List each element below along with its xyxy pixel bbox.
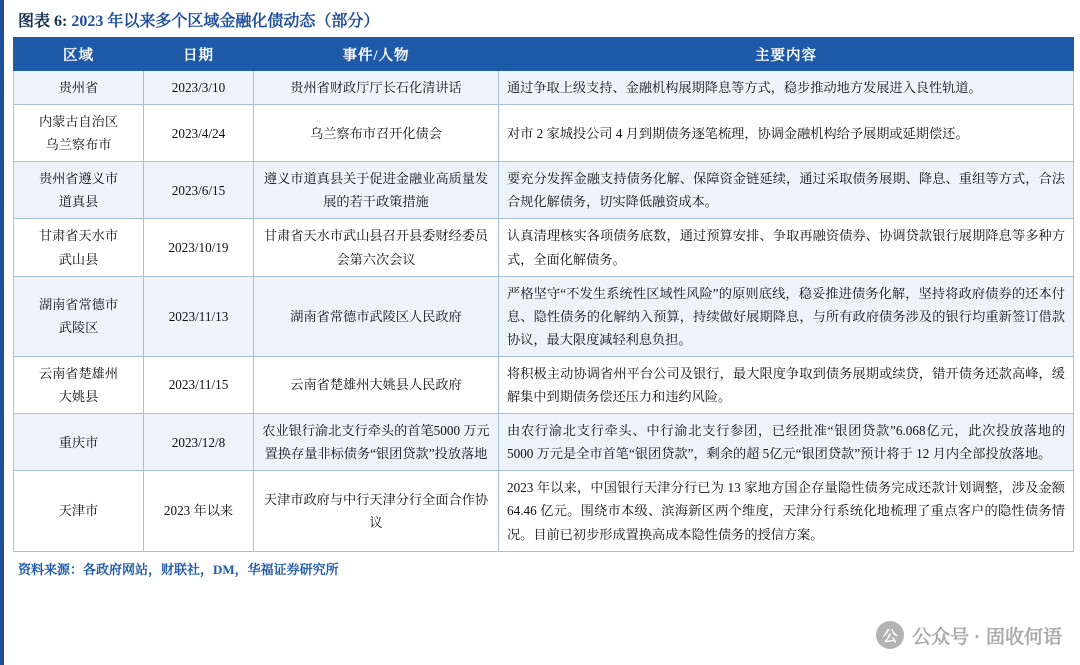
cell-event: 贵州省财政厅厅长石化清讲话: [254, 71, 499, 105]
cell-region: 湖南省常德市 武陵区: [14, 276, 144, 356]
cell-date: 2023/6/15: [144, 162, 254, 219]
figure-title-text: 2023 年以来多个区域金融化债动态（部分）: [71, 13, 380, 30]
table-body: [14, 71, 1074, 552]
cell-region: 贵州省: [14, 71, 144, 105]
cell-content: 对市 2 家城投公司 4 月到期债务逐笔梳理，协调金融机构给予展期或延期偿还。: [499, 105, 1074, 162]
cell-date: 2023/4/24: [144, 105, 254, 162]
cell-content: 要充分发挥金融支持债务化解、保障资金链延续，通过采取债务展期、降息、重组等方式，合法合规化解债务，切实降低融资成本。: [499, 162, 1074, 219]
cell-region: 内蒙古自治区 乌兰察布市: [14, 105, 144, 162]
cell-region: 天津市: [14, 471, 144, 551]
cell-content: 严格坚守“不发生系统性区域性风险”的原则底线，稳妥推进债务化解，坚持将政府债券的还本付息、隐性债务的化解纳入预算，持续做好展期降息，与所有政府债务涉及的银行均重新签订借款协议，最大限度减轻利息负担。: [499, 276, 1074, 356]
column-header-event: 事件/人物: [254, 38, 499, 71]
table-header-row: [14, 38, 1074, 71]
cell-date: 2023/3/10: [144, 71, 254, 105]
figure-label: 图表 6:: [18, 13, 68, 30]
table-row: [14, 105, 1074, 162]
cell-event: 乌兰察布市召开化债会: [254, 105, 499, 162]
table-row: [14, 219, 1074, 276]
cell-event: 遵义市道真县关于促进金融业高质量发展的若干政策措施: [254, 162, 499, 219]
cell-region: 甘肃省天水市 武山县: [14, 219, 144, 276]
cell-region: 云南省楚雄州 大姚县: [14, 356, 144, 413]
column-header-date: 日期: [144, 38, 254, 71]
watermark: [876, 621, 1062, 649]
watermark-badge-icon: 公: [876, 621, 904, 649]
table-row: [14, 71, 1074, 105]
table-row: [14, 276, 1074, 356]
table-row: [14, 414, 1074, 471]
table-row: [14, 471, 1074, 551]
cell-content: 通过争取上级支持、金融机构展期降息等方式，稳步推动地方发展进入良性轨道。: [499, 71, 1074, 105]
column-header-region: 区域: [14, 38, 144, 71]
watermark-text: 公众号 · 固收何语: [912, 626, 1062, 648]
cell-date: 2023/12/8: [144, 414, 254, 471]
table-row: [14, 162, 1074, 219]
cell-event: 天津市政府与中行天津分行全面合作协议: [254, 471, 499, 551]
cell-content: 由农行渝北支行牵头、中行渝北支行参团，已经批准“银团贷款”6.068亿元，此次投放落地的 5000 万元是全市首笔“银团贷款”，剩余的超 5亿元“银团贷款”预计将于 12 月内全部投放落地。: [499, 414, 1074, 471]
page-title: [4, 0, 1080, 37]
cell-event: 云南省楚雄州大姚县人民政府: [254, 356, 499, 413]
cell-event: 湖南省常德市武陵区人民政府: [254, 276, 499, 356]
cell-date: 2023/11/15: [144, 356, 254, 413]
source-note: 资料来源：各政府网站，财联社，DM，华福证券研究所: [18, 561, 339, 577]
cell-content: 将积极主动协调省州平台公司及银行，最大限度争取到债务展期或续贷，错开债务还款高峰，缓解集中到期债务偿还压力和违约风险。: [499, 356, 1074, 413]
cell-content: 认真清理核实各项债务底数，通过预算安排、争取再融资债券、协调贷款银行展期降息等多种方式，全面化解债务。: [499, 219, 1074, 276]
cell-date: 2023/10/19: [144, 219, 254, 276]
cell-region: 贵州省遵义市 道真县: [14, 162, 144, 219]
cell-region: 重庆市: [14, 414, 144, 471]
cell-event: 甘肃省天水市武山县召开县委财经委员会第六次会议: [254, 219, 499, 276]
table-row: [14, 356, 1074, 413]
cell-date: 2023/11/13: [144, 276, 254, 356]
column-header-content: 主要内容: [499, 38, 1074, 71]
cell-event: 农业银行渝北支行牵头的首笔5000 万元置换存量非标债务“银团贷款”投放落地: [254, 414, 499, 471]
debt-resolution-table: [13, 37, 1074, 552]
cell-content: 2023 年以来，中国银行天津分行已为 13 家地方国企存量隐性债务完成还款计划调整，涉及金额 64.46 亿元。围绕市本级、滨海新区两个维度，天津分行系统化地梳理了重点客户的隐性债务情况。目前已初步形成置换高成本隐性债务的授信方案。: [499, 471, 1074, 551]
cell-date: 2023 年以来: [144, 471, 254, 551]
